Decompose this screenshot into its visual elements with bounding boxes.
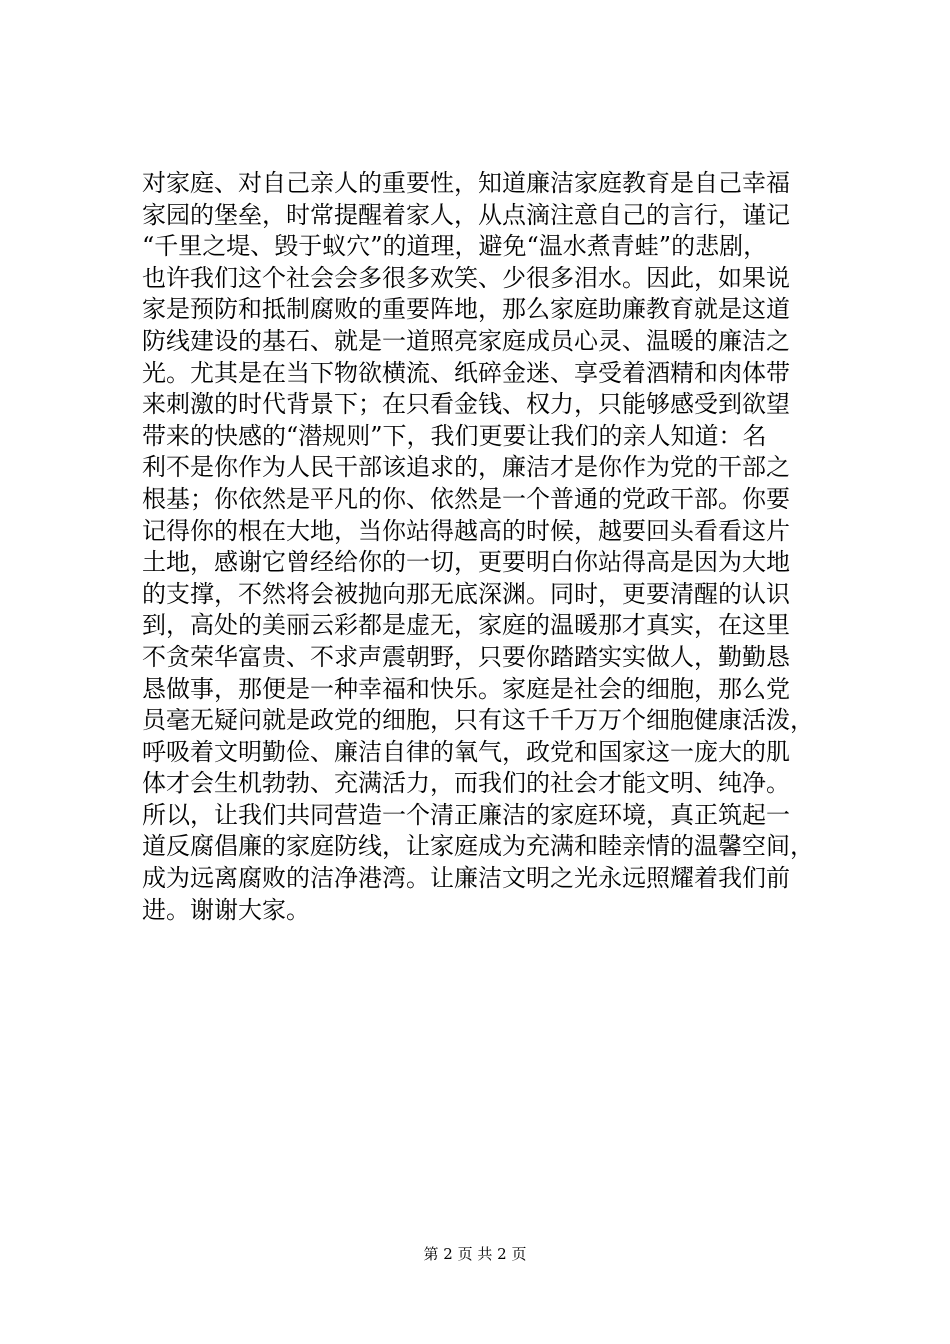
text-line: 记得你的根在大地，当你站得越高的时候，越要回头看看这片	[142, 516, 790, 545]
text-line: 不贪荣华富贵、不求声震朝野，只要你踏踏实实做人，勤勤恳	[142, 642, 790, 671]
page-number-footer: 第 2 页 共 2 页	[423, 1245, 527, 1263]
text-line: 成为远离腐败的洁净港湾。让廉洁文明之光永远照耀着我们前	[142, 864, 790, 893]
text-line: 也许我们这个社会会多很多欢笑、少很多泪水。因此，如果说	[142, 263, 790, 292]
text-line: 进。谢谢大家。	[142, 895, 310, 924]
text-line: 防线建设的基石、就是一道照亮家庭成员心灵、温暖的廉洁之	[142, 326, 790, 355]
text-line: “千里之堤、毁于蚁穴”的道理，避免“温水煮青蛙”的悲剧，	[142, 232, 768, 261]
text-line: 到，高处的美丽云彩都是虚无，家庭的温暖那才真实，在这里	[142, 611, 790, 640]
text-line: 根基；你依然是平凡的你、依然是一个普通的党政干部。你要	[142, 484, 790, 513]
text-line: 所以，让我们共同营造一个清正廉洁的家庭环境，真正筑起一	[142, 800, 790, 829]
text-line: 对家庭、对自己亲人的重要性，知道廉洁家庭教育是自己幸福	[142, 169, 790, 197]
text-line: 恳做事，那便是一种幸福和快乐。家庭是社会的细胞，那么党	[142, 674, 790, 703]
text-line: 带来的快感的“潜规则”下，我们更要让我们的亲人知道：名	[142, 421, 767, 450]
text-line: 道反腐倡廉的家庭防线，让家庭成为充满和睦亲情的温馨空间，	[142, 832, 814, 861]
text-line: 利不是你作为人民干部该追求的，廉洁才是你作为党的干部之	[142, 453, 790, 482]
text-line: 员毫无疑问就是政党的细胞，只有这千千万万个细胞健康活泼，	[142, 706, 814, 735]
body-paragraph	[142, 168, 842, 926]
text-line: 体才会生机勃勃、充满活力，而我们的社会才能文明、纯净。	[142, 769, 790, 798]
text-line: 来刺激的时代背景下；在只看金钱、权力，只能够感受到欲望	[142, 390, 790, 419]
text-line: 家是预防和抵制腐败的重要阵地，那么家庭助廉教育就是这道	[142, 295, 790, 324]
text-line: 光。尤其是在当下物欲横流、纸碎金迷、享受着酒精和肉体带	[142, 358, 790, 387]
text-line: 呼吸着文明勤俭、廉洁自律的氧气，政党和国家这一庞大的肌	[142, 737, 790, 766]
text-line: 家园的堡垒，时常提醒着家人，从点滴注意自己的言行，谨记	[142, 200, 790, 229]
text-line: 的支撑，不然将会被抛向那无底深渊。同时，更要清醒的认识	[142, 579, 790, 608]
text-line: 土地，感谢它曾经给你的一切，更要明白你站得高是因为大地	[142, 548, 790, 577]
